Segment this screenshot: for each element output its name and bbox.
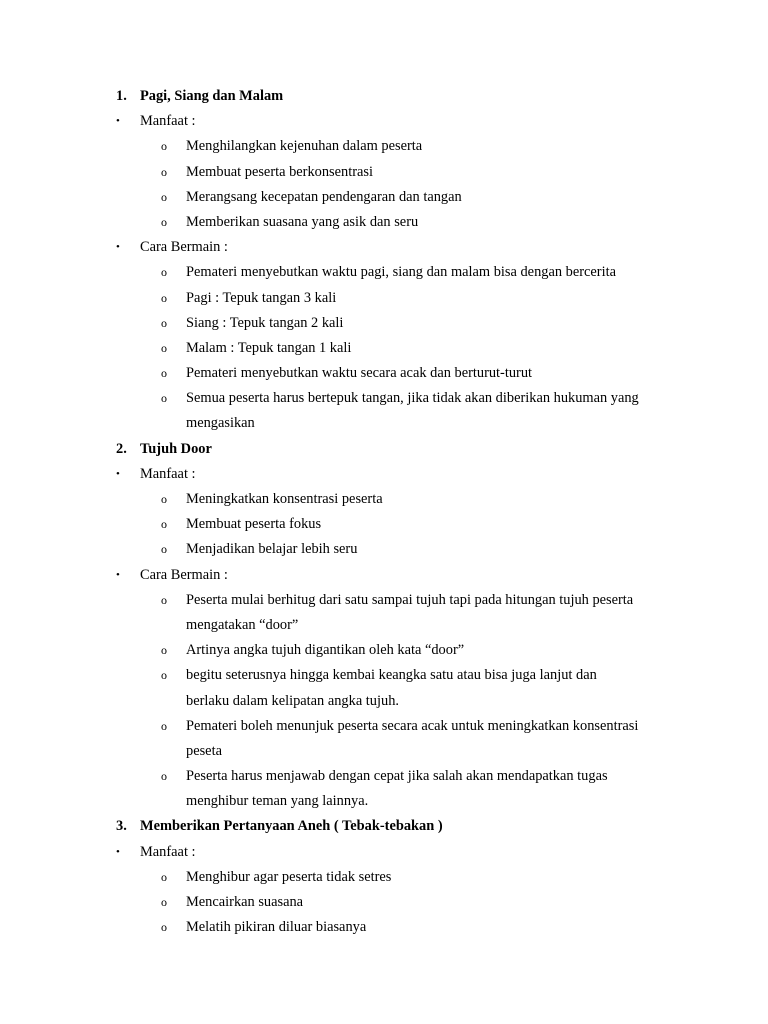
list-item-text: berlaku dalam kelipatan angka tujuh. (186, 692, 399, 709)
list-item-text: peseta (186, 742, 222, 759)
list-item (0, 915, 768, 940)
bullet-icon: • (116, 467, 120, 480)
list-item (0, 537, 768, 562)
list-item (0, 361, 768, 386)
sub-bullet-icon: o (161, 366, 167, 381)
group-label: Manfaat : (140, 113, 196, 130)
sub-bullet-icon: o (161, 290, 167, 305)
list-item-text: Pemateri menyebutkan waktu pagi, siang dan malam bisa dengan bercerita (186, 264, 616, 281)
list-item (0, 260, 768, 285)
section-heading (0, 84, 768, 109)
list-item-text: Membuat peserta fokus (186, 516, 322, 533)
sub-bullet-icon: o (161, 164, 167, 179)
list-item (0, 210, 768, 235)
list-item-text: Artinya angka tujuh digantikan oleh kata “door” (186, 642, 465, 659)
bullet-icon: • (116, 241, 120, 254)
document-body (0, 84, 768, 940)
list-item (0, 160, 768, 185)
list-item (0, 286, 768, 311)
bullet-icon: • (116, 115, 120, 128)
sub-bullet-icon: o (161, 592, 167, 607)
sub-bullet-icon: o (161, 189, 167, 204)
list-item-continuation (0, 739, 768, 764)
list-item-text: mengatakan “door” (186, 616, 299, 633)
list-item-text: Melatih pikiran diluar biasanya (186, 919, 367, 936)
sub-bullet-icon: o (161, 869, 167, 884)
list-item-text: begitu seterusnya hingga kembai keangka satu atau bisa juga lanjut dan (186, 667, 597, 684)
list-item-text: Merangsang kecepatan pendengaran dan tangan (186, 188, 462, 205)
sub-bullet-icon: o (161, 315, 167, 330)
list-item-text: Pemateri boleh menunjuk peserta secara acak untuk meningkatkan konsentrasi (186, 717, 639, 734)
sub-bullet-icon: o (161, 492, 167, 506)
list-item (0, 487, 768, 512)
sub-bullet-icon: o (161, 769, 167, 784)
list-item (0, 386, 768, 411)
list-item-continuation (0, 411, 768, 436)
list-item-text: Meningkatkan konsentrasi peserta (186, 491, 383, 507)
sub-bullet-icon: o (161, 920, 167, 935)
section-number: 2. (116, 440, 127, 457)
group-label-row (0, 235, 768, 260)
section-title: Tujuh Door (140, 440, 212, 457)
section-title: Memberikan Pertanyaan Aneh ( Tebak-tebakan ) (140, 818, 443, 835)
sub-bullet-icon: o (161, 139, 167, 154)
group-label: Manfaat : (140, 465, 196, 482)
section-title: Pagi, Siang dan Malam (140, 88, 284, 104)
list-item-text: Semua peserta harus bertepuk tangan, jika tidak akan diberikan hukuman yang (186, 390, 639, 407)
list-item-continuation (0, 789, 768, 814)
list-item (0, 714, 768, 739)
section-number: 1. (116, 88, 127, 104)
group-label-row (0, 563, 768, 588)
list-item-text: Memberikan suasana yang asik dan seru (186, 213, 419, 230)
group-label: Cara Bermain : (140, 239, 228, 256)
list-item-text: Siang : Tepuk tangan 2 kali (186, 314, 344, 331)
sub-bullet-icon: o (161, 340, 167, 355)
section-number: 3. (116, 818, 127, 835)
bullet-icon: • (116, 845, 120, 858)
list-item-text: Pagi : Tepuk tangan 3 kali (186, 289, 337, 306)
list-item-text: Mencairkan suasana (186, 894, 304, 910)
list-item (0, 865, 768, 890)
sub-bullet-icon: o (161, 895, 167, 909)
section-heading (0, 814, 768, 839)
group-label: Manfaat : (140, 843, 196, 860)
list-item-text: Menghibur agar peserta tidak setres (186, 868, 392, 885)
group-label-row (0, 109, 768, 134)
list-item-text: Menjadikan belajar lebih seru (186, 541, 358, 558)
sub-bullet-icon: o (161, 265, 167, 280)
list-item-text: menghibur teman yang lainnya. (186, 793, 369, 810)
list-item-text: Peserta harus menjawab dengan cepat jika salah akan mendapatkan tugas (186, 768, 608, 785)
list-item-text: mengasikan (186, 415, 255, 432)
list-item (0, 311, 768, 336)
sub-bullet-icon: o (161, 391, 167, 406)
group-label-row (0, 840, 768, 865)
list-item (0, 663, 768, 688)
list-item (0, 638, 768, 663)
list-item-text: Membuat peserta berkonsentrasi (186, 163, 374, 180)
list-item-text: Malam : Tepuk tangan 1 kali (186, 339, 352, 356)
list-item-continuation (0, 613, 768, 638)
list-item (0, 890, 768, 915)
sub-bullet-icon: o (161, 542, 167, 557)
section-heading (0, 437, 768, 462)
sub-bullet-icon: o (161, 668, 167, 683)
group-label-row (0, 462, 768, 487)
list-item (0, 134, 768, 159)
list-item (0, 512, 768, 537)
sub-bullet-icon: o (161, 517, 167, 532)
group-label: Cara Bermain : (140, 566, 228, 583)
sub-bullet-icon: o (161, 718, 167, 733)
sub-bullet-icon: o (161, 214, 167, 229)
list-item-continuation (0, 689, 768, 714)
list-item (0, 588, 768, 613)
list-item-text: Peserta mulai berhitug dari satu sampai tujuh tapi pada hitungan tujuh peserta (186, 591, 634, 608)
list-item (0, 185, 768, 210)
list-item (0, 764, 768, 789)
list-item (0, 336, 768, 361)
sub-bullet-icon: o (161, 643, 167, 658)
list-item-text: Menghilangkan kejenuhan dalam peserta (186, 138, 423, 155)
list-item-text: Pemateri menyebutkan waktu secara acak dan berturut-turut (186, 365, 533, 382)
bullet-icon: • (116, 568, 120, 581)
